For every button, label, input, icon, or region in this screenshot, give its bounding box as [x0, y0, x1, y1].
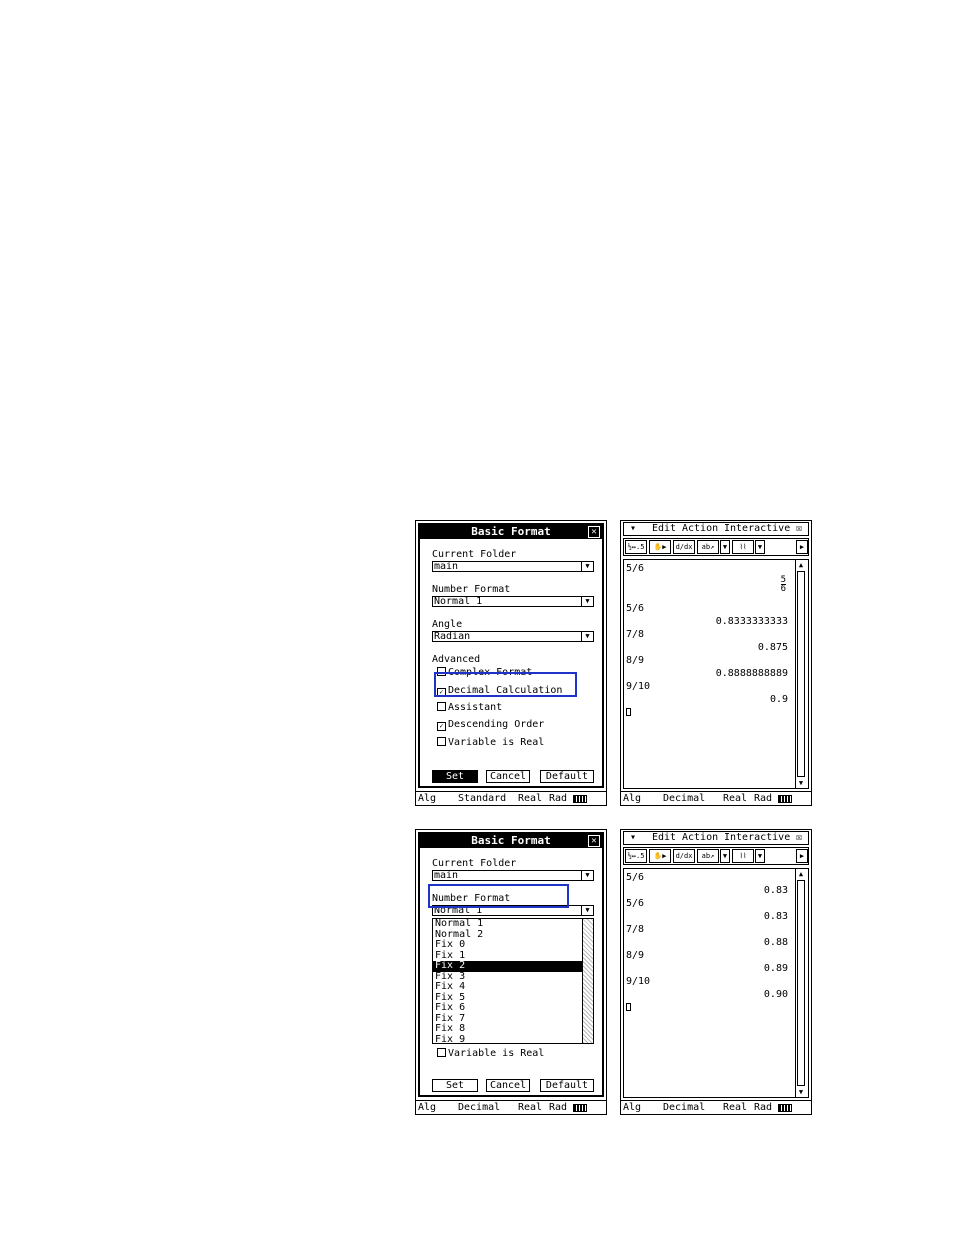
- current-folder-label: Current Folder: [432, 549, 517, 560]
- output-line: 0.875: [757, 642, 788, 653]
- output-line: 0.83: [763, 885, 788, 896]
- list-item[interactable]: Fix 1: [435, 949, 466, 961]
- scroll-thumb[interactable]: [797, 880, 805, 1086]
- battery-icon: [573, 795, 587, 803]
- input-line: 7/8: [626, 924, 645, 935]
- set-button[interactable]: Set: [432, 1079, 478, 1092]
- angle-label: Angle: [432, 619, 463, 630]
- checkbox-box[interactable]: [437, 702, 446, 711]
- menu-down-icon[interactable]: ▾: [630, 832, 637, 843]
- scroll-up-icon[interactable]: ▲: [798, 561, 804, 569]
- close-icon[interactable]: ✕: [588, 526, 600, 538]
- status-format: Standard: [458, 793, 507, 804]
- output-line: 0.88: [763, 937, 788, 948]
- output-line: 0.83: [763, 911, 788, 922]
- battery-icon: [778, 795, 792, 803]
- input-line: 5/6: [626, 603, 645, 614]
- list-item[interactable]: Fix 4: [435, 981, 466, 992]
- menu-bar: [623, 522, 809, 536]
- status-real: Real: [723, 1102, 748, 1113]
- angle-value: Radian: [434, 631, 471, 642]
- status-mode: Alg: [623, 793, 642, 804]
- list-item[interactable]: Fix 0: [435, 939, 466, 950]
- number-format-list[interactable]: [432, 918, 594, 1044]
- current-folder-label: Current Folder: [432, 858, 517, 869]
- input-line: 9/10: [626, 976, 651, 987]
- scroll-thumb[interactable]: [797, 571, 805, 777]
- screen-basic-format-1: [415, 520, 607, 806]
- status-format: Decimal: [663, 1102, 706, 1113]
- status-bar: [621, 1100, 811, 1114]
- list-item[interactable]: Normal 2: [435, 928, 484, 940]
- list-item[interactable]: Fix 5: [435, 991, 466, 1003]
- input-line: 8/9: [626, 950, 645, 961]
- graph-icon[interactable]: ⌇⌇: [732, 540, 754, 554]
- status-format: Decimal: [663, 793, 706, 804]
- menu-down-icon[interactable]: ▾: [630, 523, 637, 534]
- status-real: Real: [518, 1102, 543, 1113]
- toolbar: [623, 847, 809, 865]
- checkbox-box[interactable]: [437, 737, 446, 746]
- close-icon[interactable]: ☒: [796, 523, 803, 534]
- output-line: 0.9: [769, 694, 788, 705]
- dropdown-arrow-icon[interactable]: ▼: [581, 906, 593, 915]
- checkbox-box-checked[interactable]: ✓: [437, 688, 446, 697]
- fraction-decimal-toggle-icon[interactable]: ½↔.5: [625, 540, 647, 554]
- close-icon[interactable]: ✕: [588, 835, 600, 847]
- dropdown-arrow-icon[interactable]: ▼: [581, 597, 593, 606]
- number-format-value: Normal 1: [434, 596, 483, 607]
- menu-edit[interactable]: Edit: [652, 832, 677, 843]
- output-line: 0.8333333333: [715, 616, 788, 627]
- dropdown-arrow-icon[interactable]: ▼: [581, 562, 593, 571]
- status-bar: [621, 791, 811, 805]
- checkbox-assistant[interactable]: [437, 702, 502, 713]
- input-cursor[interactable]: [626, 708, 631, 716]
- list-item[interactable]: Fix 3: [435, 970, 466, 982]
- cancel-button[interactable]: Cancel: [486, 770, 530, 783]
- output-line: 0.8888888889: [715, 668, 788, 679]
- list-item[interactable]: Fix 6: [435, 1002, 466, 1013]
- fraction-decimal-toggle-icon[interactable]: ½↔.5: [625, 849, 647, 863]
- input-line: 9/10: [626, 681, 651, 692]
- checkbox-label: Complex Format: [448, 667, 533, 678]
- checkbox-label: Descending Order: [448, 719, 545, 730]
- menu-down-icon[interactable]: ▼: [720, 540, 730, 554]
- set-button[interactable]: Set: [432, 770, 478, 783]
- list-item[interactable]: Fix 8: [435, 1023, 466, 1034]
- menu-action[interactable]: Action: [682, 832, 719, 843]
- status-format: Decimal: [458, 1102, 501, 1113]
- status-mode: Alg: [623, 1102, 642, 1113]
- input-line: 5/6: [626, 898, 645, 909]
- highlight-number-format: [428, 884, 569, 908]
- checkbox-variable-is-real[interactable]: [437, 1048, 544, 1059]
- angle-select[interactable]: [432, 631, 594, 642]
- status-bar: [416, 1100, 606, 1114]
- stylus-play-icon[interactable]: ✋▶: [649, 849, 671, 863]
- screen-main-app-2: [620, 829, 812, 1115]
- checkbox-label: Variable is Real: [448, 1048, 545, 1059]
- status-real: Real: [518, 793, 543, 804]
- scroll-down-icon[interactable]: ▼: [798, 779, 804, 787]
- dialog-title-bar: [420, 525, 602, 539]
- input-line: 5/6: [626, 563, 645, 574]
- status-angle: Rad: [754, 793, 773, 804]
- close-icon[interactable]: ☒: [796, 832, 803, 843]
- status-real: Real: [723, 793, 748, 804]
- basic-format-dialog: [418, 832, 604, 1097]
- simplify-icon[interactable]: ab↗: [697, 540, 719, 554]
- list-item[interactable]: Normal 1: [435, 918, 484, 929]
- dropdown-arrow-icon[interactable]: ▼: [581, 632, 593, 641]
- list-item[interactable]: Fix 9: [435, 1033, 466, 1044]
- output-line: 0.89: [763, 963, 788, 974]
- checkbox-descending-order[interactable]: [437, 719, 544, 731]
- scroll-down-icon[interactable]: ▼: [798, 1088, 804, 1096]
- menu-down-icon[interactable]: ▼: [755, 540, 765, 554]
- dialog-title: Basic Format: [471, 525, 551, 538]
- battery-icon: [573, 1104, 587, 1112]
- current-folder-select[interactable]: [432, 870, 594, 881]
- menu-interactive[interactable]: Interactive: [724, 832, 791, 843]
- graph-icon[interactable]: ⌇⌇: [732, 849, 754, 863]
- checkbox-label: Variable is Real: [448, 737, 545, 748]
- fraction-output: [781, 576, 786, 593]
- dropdown-arrow-icon[interactable]: ▼: [581, 871, 593, 880]
- checkbox-label: Assistant: [448, 702, 503, 713]
- work-area[interactable]: [623, 559, 809, 789]
- current-folder-select[interactable]: [432, 561, 594, 572]
- more-right-icon[interactable]: ▶: [796, 849, 808, 863]
- input-line: 8/9: [626, 655, 645, 666]
- simplify-icon[interactable]: ab↗: [697, 849, 719, 863]
- derivative-icon[interactable]: d/dx: [673, 540, 695, 554]
- menu-bar: [623, 831, 809, 845]
- output-line: 0.90: [763, 989, 788, 1000]
- dialog-title: Basic Format: [471, 834, 551, 847]
- checkbox-variable-is-real[interactable]: [437, 737, 544, 748]
- menu-edit[interactable]: Edit: [652, 523, 677, 534]
- status-angle: Rad: [549, 1102, 568, 1113]
- basic-format-dialog: [418, 523, 604, 788]
- advanced-label: Advanced: [432, 654, 481, 665]
- status-bar: [416, 791, 606, 805]
- work-area[interactable]: [623, 868, 809, 1098]
- list-item-selected[interactable]: Fix 2: [433, 961, 593, 972]
- dialog-title-bar: [420, 834, 602, 848]
- default-button[interactable]: Default: [540, 770, 594, 783]
- screen-basic-format-2: [415, 829, 607, 1115]
- more-right-icon[interactable]: ▶: [796, 540, 808, 554]
- current-folder-value: main: [434, 561, 459, 572]
- scroll-up-icon[interactable]: ▲: [798, 870, 804, 878]
- highlight-decimal-calculation: [434, 672, 577, 697]
- toolbar: [623, 538, 809, 556]
- menu-down-icon[interactable]: ▼: [755, 849, 765, 863]
- number-format-select[interactable]: [432, 596, 594, 607]
- default-button[interactable]: Default: [540, 1079, 594, 1092]
- menu-down-icon[interactable]: ▼: [720, 849, 730, 863]
- number-format-label: Number Format: [432, 584, 511, 595]
- status-mode: Alg: [418, 793, 437, 804]
- derivative-icon[interactable]: d/dx: [673, 849, 695, 863]
- input-cursor[interactable]: [626, 1003, 631, 1011]
- fraction-denominator: 6: [780, 584, 786, 594]
- number-format-label: Number Format: [432, 893, 511, 904]
- number-format-value: Normal 1: [434, 905, 483, 916]
- input-line: 5/6: [626, 872, 645, 883]
- battery-icon: [778, 1104, 792, 1112]
- menu-action[interactable]: Action: [682, 523, 719, 534]
- checkbox-label: Decimal Calculation: [448, 685, 563, 696]
- checkbox-box-checked[interactable]: ✓: [437, 722, 446, 731]
- current-folder-value: main: [434, 870, 459, 881]
- checkbox-box[interactable]: [437, 1048, 446, 1057]
- screen-main-app-1: [620, 520, 812, 806]
- fraction-numerator: 5: [780, 575, 786, 585]
- cancel-button[interactable]: Cancel: [486, 1079, 530, 1092]
- status-mode: Alg: [418, 1102, 437, 1113]
- vertical-scrollbar[interactable]: [795, 560, 806, 788]
- vertical-scrollbar[interactable]: [795, 869, 806, 1097]
- status-angle: Rad: [754, 1102, 773, 1113]
- stylus-play-icon[interactable]: ✋▶: [649, 540, 671, 554]
- status-angle: Rad: [549, 793, 568, 804]
- menu-interactive[interactable]: Interactive: [724, 523, 791, 534]
- input-line: 7/8: [626, 629, 645, 640]
- list-item[interactable]: Fix 7: [435, 1012, 466, 1024]
- list-scrollbar[interactable]: [582, 919, 593, 1043]
